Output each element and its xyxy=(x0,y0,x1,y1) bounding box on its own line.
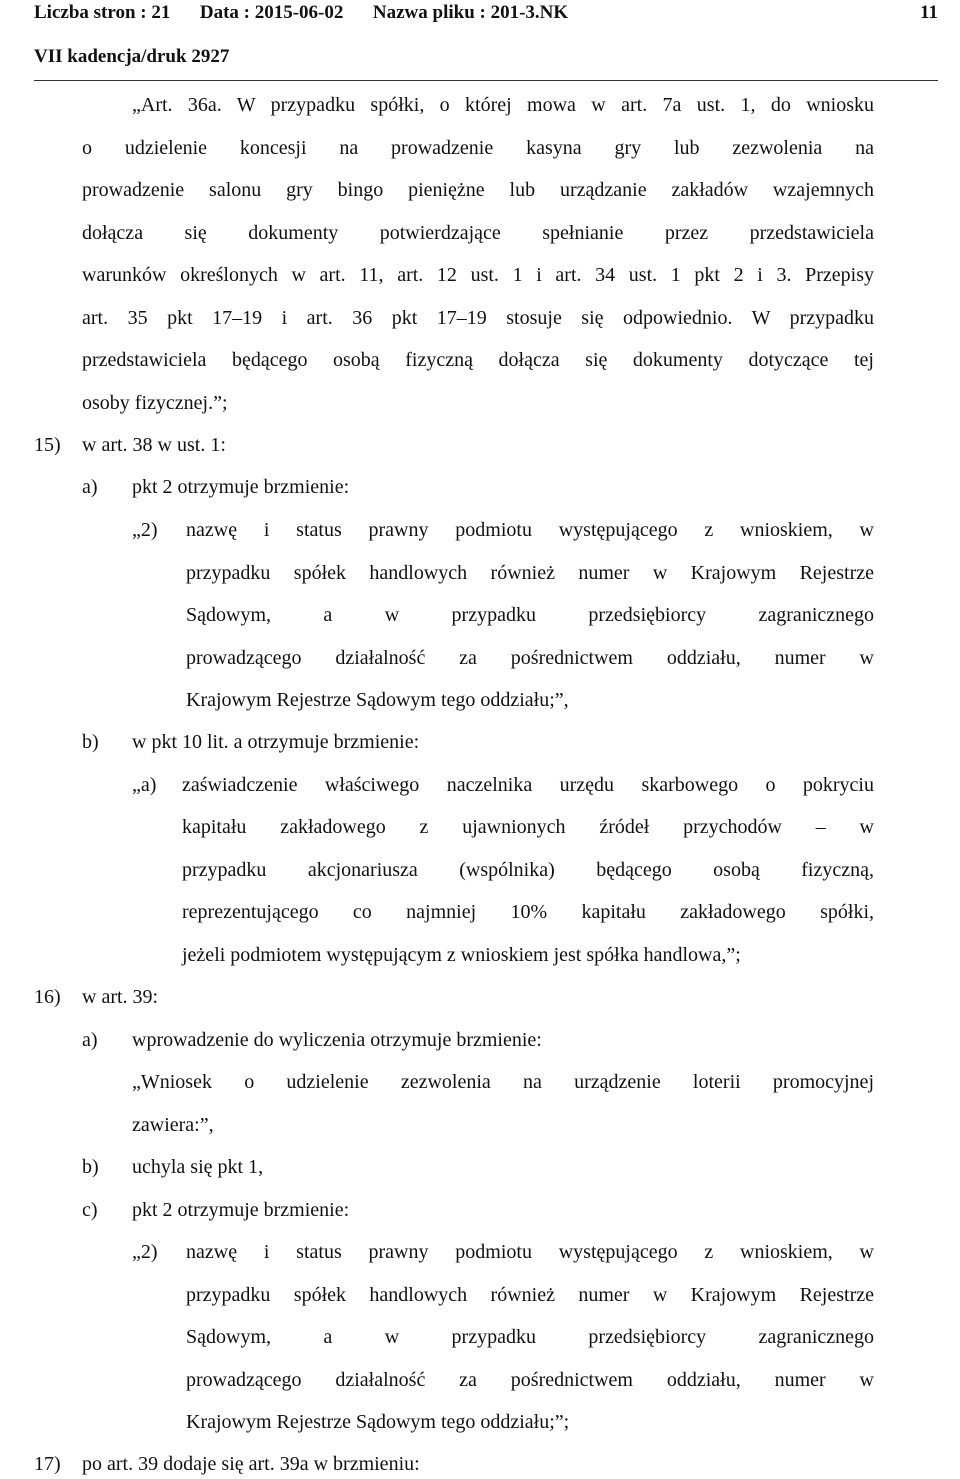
header-term: VII kadencja/druk 2927 xyxy=(34,46,230,67)
text-line: Krajowym Rejestrze Sądowym tego oddziału;”; xyxy=(186,1411,570,1433)
quote-number: „2) xyxy=(132,1241,158,1263)
item-number: 16) xyxy=(34,986,61,1008)
subitem-text: pkt 2 otrzymuje brzmienie: xyxy=(132,476,350,498)
text-line: nazwę i status prawny podmiotu występującego z wnioskiem, w xyxy=(186,1241,874,1263)
subitem-letter: b) xyxy=(82,731,99,753)
subitem-letter: a) xyxy=(82,476,98,498)
text-line: dołącza się dokumenty potwierdzające spełnianie przez przedstawiciela xyxy=(82,222,874,244)
subitem-text: pkt 2 otrzymuje brzmienie: xyxy=(132,1199,350,1221)
text-line: „Art. 36a. W przypadku spółki, o której mowa w art. 7a ust. 1, do wniosku xyxy=(132,94,874,116)
subitem-text: wprowadzenie do wyliczenia otrzymuje brzmienie: xyxy=(132,1029,542,1051)
subitem-letter: b) xyxy=(82,1156,99,1178)
text-line: zawiera:”, xyxy=(132,1114,214,1136)
text-line: przypadku spółek handlowych również numer w Krajowym Rejestrze xyxy=(186,562,874,584)
subitem-text: uchyla się pkt 1, xyxy=(132,1156,264,1178)
item-text: w art. 38 w ust. 1: xyxy=(82,434,226,456)
text-line: przypadku spółek handlowych również numer w Krajowym Rejestrze xyxy=(186,1284,874,1306)
quote-number: „2) xyxy=(132,519,158,541)
quote-number: „a) xyxy=(132,774,157,796)
text-line: nazwę i status prawny podmiotu występującego z wnioskiem, w xyxy=(186,519,874,541)
item-text: w art. 39: xyxy=(82,986,159,1008)
header-date: Data : 2015-06-02 xyxy=(199,2,344,23)
text-line: Sądowym, a w przypadku przedsiębiorcy zagranicznego xyxy=(186,604,874,626)
header-rule xyxy=(34,80,938,81)
text-line: „Wniosek o udzielenie zezwolenia na urządzenie loterii promocyjnej xyxy=(132,1071,874,1093)
text-line: art. 35 pkt 17–19 i art. 36 pkt 17–19 stosuje się odpowiednio. W przypadku xyxy=(82,307,874,329)
text-line: warunków określonych w art. 11, art. 12 ust. 1 i art. 34 ust. 1 pkt 2 i 3. Przepisy xyxy=(82,264,874,286)
subitem-letter: a) xyxy=(82,1029,98,1051)
subitem-text: w pkt 10 lit. a otrzymuje brzmienie: xyxy=(132,731,420,753)
subitem-letter: c) xyxy=(82,1199,98,1221)
text-line: prowadzącego działalność za pośrednictwem oddziału, numer w xyxy=(186,647,874,669)
text-line: reprezentującego co najmniej 10% kapitału zakładowego spółki, xyxy=(182,901,874,923)
header-filename: Nazwa pliku : 201-3.NK xyxy=(372,2,569,23)
header-meta-line xyxy=(34,2,568,24)
text-line: przypadku akcjonariusza (wspólnika) będącego osobą fizyczną, xyxy=(182,859,874,881)
text-line: kapitału zakładowego z ujawnionych źródeł przychodów – w xyxy=(182,816,874,838)
text-line: jeżeli podmiotem występującym z wnioskiem jest spółka handlowa,”; xyxy=(182,944,741,966)
text-line: Sądowym, a w przypadku przedsiębiorcy zagranicznego xyxy=(186,1326,874,1348)
item-number: 15) xyxy=(34,434,61,456)
text-line: o udzielenie koncesji na prowadzenie kasyna gry lub zezwolenia na xyxy=(82,137,874,159)
text-line: Krajowym Rejestrze Sądowym tego oddziału;”, xyxy=(186,689,569,711)
text-line: osoby fizycznej.”; xyxy=(82,392,228,414)
header-page-count: Liczba stron : 21 xyxy=(34,2,171,23)
item-number: 17) xyxy=(34,1453,61,1475)
text-line: prowadzącego działalność za pośrednictwem oddziału, numer w xyxy=(186,1369,874,1391)
text-line: zaświadczenie właściwego naczelnika urzędu skarbowego o pokryciu xyxy=(182,774,874,796)
text-line: prowadzenie salonu gry bingo pieniężne lub urządzanie zakładów wzajemnych xyxy=(82,179,874,201)
text-line: przedstawiciela będącego osobą fizyczną dołącza się dokumenty dotyczące tej xyxy=(82,349,874,371)
item-text: po art. 39 dodaje się art. 39a w brzmieniu: xyxy=(82,1453,420,1475)
page-number: 11 xyxy=(920,2,938,23)
